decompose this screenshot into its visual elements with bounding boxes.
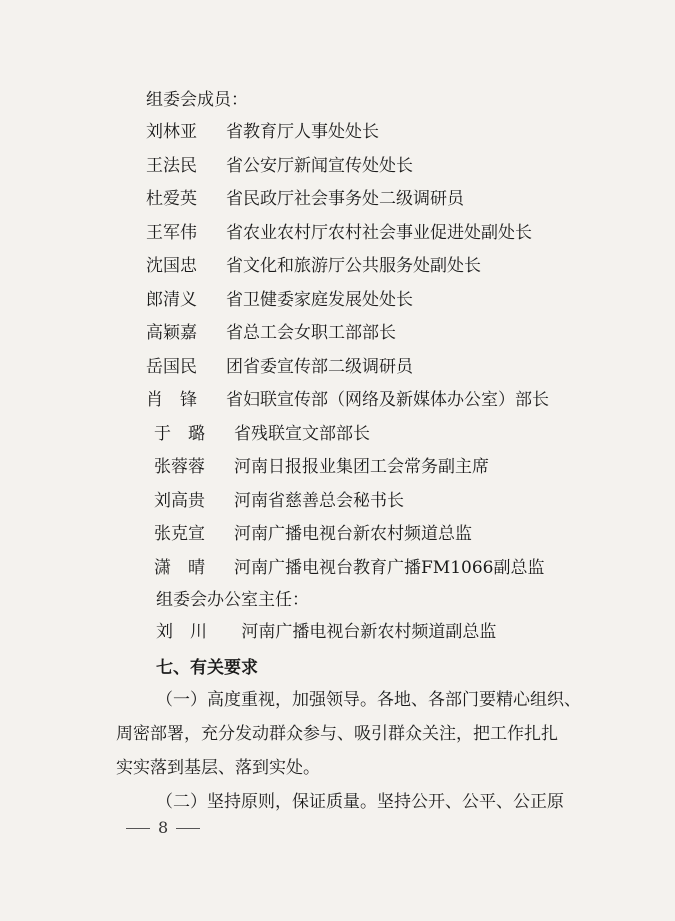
- member-row: [146, 187, 464, 211]
- office-member: [156, 620, 496, 644]
- member-row: [154, 455, 489, 479]
- member-role: 河南广播电视台新农村频道总监: [234, 524, 472, 544]
- member-role: 省民政厅社会事务处二级调研员: [226, 189, 464, 209]
- member-name: 王军伟: [146, 222, 197, 243]
- footer-dash-right: [176, 828, 200, 829]
- member-row: [154, 522, 472, 546]
- para1-line-3: 实实落到基层、落到实处。: [116, 758, 320, 778]
- para1-line-2: 周密部署，充分发动群众参与、吸引群众关注，把工作扎扎: [116, 724, 558, 744]
- member-name: 张克宣: [154, 524, 205, 544]
- member-role: 省妇联宣传部（网络及新媒体办公室）部长: [226, 390, 549, 410]
- member-role: 河南日报报业集团工会常务副主席: [234, 457, 489, 477]
- member-name: 刘林亚: [146, 122, 197, 142]
- member-row: [154, 422, 370, 446]
- member-name: 于 璐: [154, 423, 205, 444]
- para2-line-1: （二）坚持原则，保证质量。坚持公开、公平、公正原: [156, 792, 564, 812]
- member-row: [146, 221, 532, 245]
- member-name: 潇 晴: [154, 557, 205, 578]
- member-row: [146, 120, 379, 144]
- member-row: [146, 154, 413, 178]
- member-row: [154, 556, 544, 580]
- section-title: 七、有关要求: [156, 658, 258, 678]
- member-role: 省残联宣文部部长: [234, 423, 370, 444]
- member-role: 省农业农村厅农村社会事业促进处副处长: [226, 222, 532, 243]
- members-heading: 组委会成员：: [146, 90, 248, 110]
- member-name: 郎清义: [146, 289, 197, 310]
- member-row: [146, 355, 413, 379]
- member-name: 肖 锋: [146, 390, 197, 410]
- office-heading: 组委会办公室主任：: [156, 590, 309, 610]
- member-name: 高颖嘉: [146, 323, 197, 343]
- member-role: 河南广播电视台教育广播FM1066副总监: [234, 557, 545, 578]
- member-row: [146, 388, 549, 412]
- member-name: 刘高贵: [154, 490, 205, 511]
- member-row: [154, 489, 404, 513]
- member-row: [146, 254, 481, 278]
- member-row: [146, 321, 396, 345]
- member-row: [146, 288, 413, 312]
- member-role: 团省委宣传部二级调研员: [226, 356, 413, 377]
- member-role: 河南省慈善总会秘书长: [234, 490, 404, 511]
- member-name: 王法民: [146, 155, 197, 176]
- member-name: 岳国民: [146, 356, 197, 377]
- footer-dash-left: [126, 828, 150, 829]
- member-role: 省教育厅人事处处长: [226, 122, 379, 142]
- member-name: 沈国忠: [146, 256, 197, 276]
- page-footer: [118, 818, 208, 837]
- member-role: 省公安厅新闻宣传处处长: [226, 155, 413, 176]
- member-role: 省卫健委家庭发展处处长: [226, 289, 413, 310]
- member-role: 河南广播电视台新农村频道副总监: [241, 622, 497, 642]
- page-number: 8: [158, 818, 169, 837]
- member-name: 刘 川: [156, 622, 207, 642]
- para1-line-1: （一）高度重视，加强领导。各地、各部门要精心组织、: [156, 690, 581, 710]
- member-name: 张蓉蓉: [154, 457, 205, 477]
- member-role: 省文化和旅游厅公共服务处副处长: [226, 256, 481, 276]
- member-role: 省总工会女职工部部长: [226, 323, 396, 343]
- member-name: 杜爱英: [146, 189, 197, 209]
